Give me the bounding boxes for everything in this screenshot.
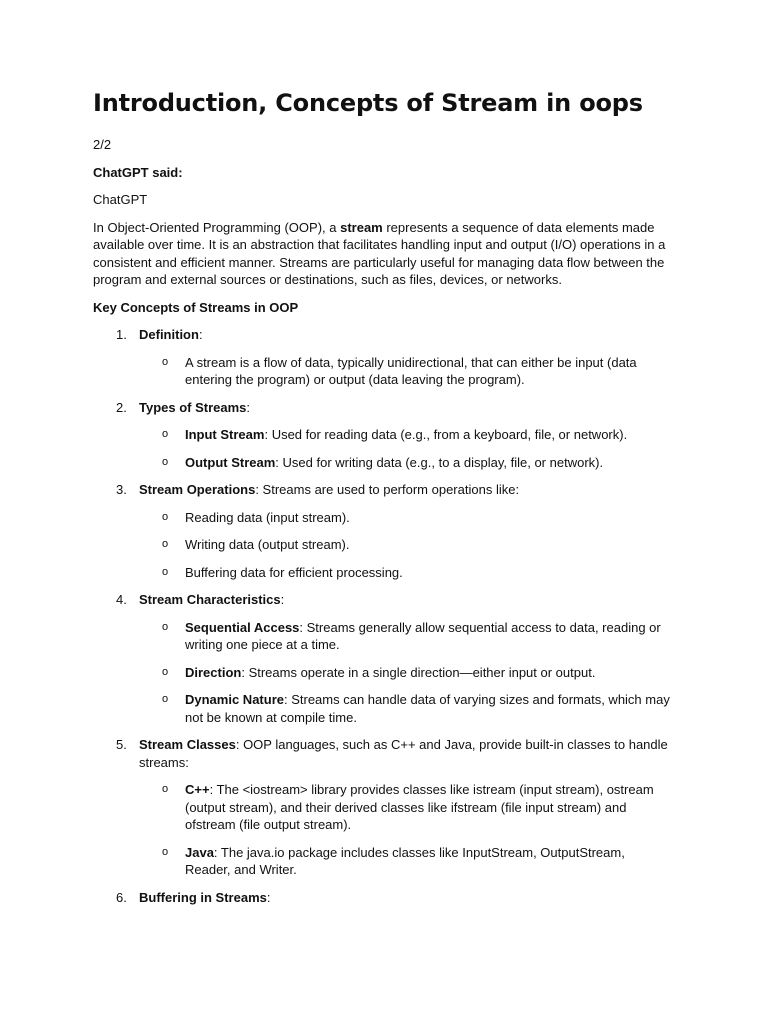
concept-item (93, 736, 672, 879)
concept-rest: : (246, 399, 251, 415)
sub-item-term: Dynamic Nature (185, 692, 284, 707)
concept-item (93, 326, 672, 389)
sub-item-text: A stream is a flow of data, typically unidirectional, that can either be input (data entering the program) or output (data leaving the program). (185, 354, 637, 387)
sub-item-term: Sequential Access (185, 619, 300, 635)
sub-item-text: : Used for reading data (e.g., from a keyboard, file, or network). (264, 427, 628, 442)
bullet-circle-icon: o (162, 845, 169, 858)
speaker-label: ChatGPT said: (93, 164, 183, 180)
sub-list (139, 426, 672, 471)
concept-item (93, 889, 672, 907)
sub-item-text: : Used for writing data (e.g., to a display, file, or network). (275, 454, 604, 470)
page-title: Introduction, Concepts of Stream in oops (93, 89, 643, 117)
sub-item-text: Reading data (input stream). (185, 509, 350, 525)
concept-rest: : OOP languages, such as C++ and Java, provide built-in classes to handle streams: (139, 737, 668, 770)
concept-term: Stream Characteristics (139, 592, 281, 607)
intro-bold-term: stream (340, 219, 383, 235)
sub-item (139, 454, 672, 472)
concept-number: 5. (116, 737, 127, 752)
sub-item (139, 844, 672, 879)
intro-paragraph (93, 219, 672, 289)
concept-rest: : (198, 327, 203, 342)
sub-item (139, 509, 672, 527)
sub-item-term: Input Stream (185, 427, 265, 442)
bullet-circle-icon: o (162, 665, 169, 678)
concept-term: Stream Classes (139, 737, 236, 752)
bullet-circle-icon: o (162, 538, 169, 550)
concept-number: 4. (116, 592, 127, 607)
concept-rest: : (280, 592, 285, 607)
sub-item (139, 781, 672, 834)
sub-list (139, 619, 672, 727)
sub-list (139, 354, 672, 389)
concept-term: Buffering in Streams (139, 889, 267, 905)
sub-list (139, 509, 672, 582)
intro-text-after: represents a sequence of data elements made available over time. It is an abstraction that facilitates handling input and output (I/O) operations in a consistent and efficient manner. Streams are particularly useful for managing data flow between the program and external sources or destinations, such as files, devices, or networks. (93, 219, 666, 287)
sub-item-term: C++ (185, 782, 210, 797)
sub-item (139, 664, 672, 682)
sub-item-term: Output Stream (185, 454, 276, 470)
sub-item-term: Direction (185, 664, 242, 680)
version-indicator: 2/2 (93, 137, 112, 152)
concept-rest: : Streams are used to perform operations like: (255, 482, 520, 497)
sub-item (139, 691, 672, 726)
concept-number: 2. (116, 399, 127, 415)
sub-item-text: : The java.io package includes classes like InputStream, OutputStream, Reader, and Writer. (185, 844, 625, 877)
bullet-circle-icon: o (162, 355, 169, 368)
sub-list (139, 781, 672, 879)
sub-item-text: : The <iostream> library provides classes like istream (input stream), ostream (output stream), and their derived classes like ifstream (file input stream) and ofstream (file output stream). (185, 782, 654, 832)
concept-number: 6. (116, 889, 127, 905)
concept-term: Stream Operations (139, 482, 256, 497)
concept-item (93, 591, 672, 726)
bullet-circle-icon: o (162, 428, 169, 440)
concept-number: 3. (116, 482, 127, 497)
sub-item-text: : Streams generally allow sequential access to data, reading or writing one piece at a time. (185, 619, 661, 652)
concept-term: Types of Streams (139, 399, 247, 415)
concepts-list (93, 326, 672, 906)
concept-item (93, 399, 672, 472)
sub-item (139, 564, 672, 582)
concept-rest: : (266, 889, 271, 905)
sub-item (139, 426, 672, 444)
bullet-circle-icon: o (162, 455, 169, 468)
sub-item-text: : Streams can handle data of varying sizes and formats, which may not be known at compile time. (185, 692, 670, 725)
bullet-circle-icon: o (162, 510, 169, 523)
sub-item-text: Writing data (output stream). (185, 537, 350, 552)
concept-item (93, 481, 672, 581)
sub-item-term: Java (185, 844, 214, 860)
bullet-circle-icon: o (162, 693, 169, 705)
sub-item-text: : Streams operate in a single direction—either input or output. (241, 664, 596, 680)
concept-number: 1. (116, 327, 127, 342)
bullet-circle-icon: o (162, 620, 169, 633)
bullet-circle-icon: o (162, 565, 169, 578)
intro-text-before: In Object-Oriented Programming (OOP), a (93, 219, 341, 235)
bullet-circle-icon: o (162, 783, 169, 795)
concept-term: Definition (139, 327, 199, 342)
sub-item (139, 354, 672, 389)
sub-item-text: Buffering data for efficient processing. (185, 564, 403, 580)
section-heading: Key Concepts of Streams in OOP (93, 299, 299, 315)
sub-item (139, 619, 672, 654)
speaker-name: ChatGPT (93, 192, 148, 207)
sub-item (139, 536, 672, 554)
